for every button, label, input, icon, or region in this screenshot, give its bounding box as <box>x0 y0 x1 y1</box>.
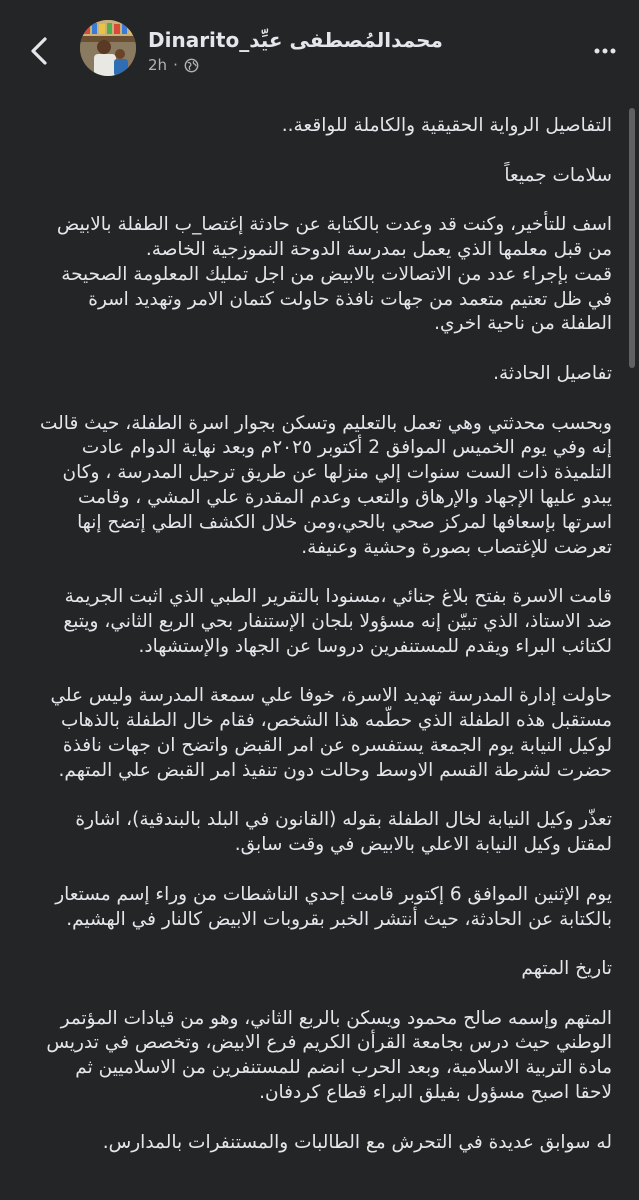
post-paragraph: سلامات جميعاً <box>504 164 612 186</box>
post-paragraph: تفاصيل الحادثة. <box>493 362 612 384</box>
more-dots-icon <box>594 48 616 54</box>
avatar-image <box>80 20 136 76</box>
scrollbar-thumb[interactable] <box>629 108 635 368</box>
post-header <box>0 0 639 105</box>
post-paragraph: قامت الاسرة بفتح بلاغ جنائي ،مسنودا بالتقرير الطبي الذي اثبت الجريمة ضد الاستاذ، الذي تبيّن إنه مسؤولا بلجان الإستنفار بحي الربع الثاني، ويتبع لكتائب البراء ويقدم للمستنفرين دروسا عن الجهاد والإستشهاد. <box>63 586 612 657</box>
post-paragraph: التفاصيل الرواية الحقيقية والكاملة للواقعة.. <box>281 115 612 136</box>
avatar[interactable] <box>80 20 136 76</box>
author-name[interactable]: محمدالمُصطفى عيِّد_Dinarito <box>148 28 443 52</box>
chevron-left-icon <box>28 36 50 66</box>
more-options-button[interactable] <box>590 36 620 66</box>
globe-icon <box>184 58 199 73</box>
post-paragraph: يوم الإثنين الموافق 6 إكتوبر قامت إحدي الناشطات من وراء إسم مستعار بالكتابة عن الحادثة، حيث أنتشر الخبر بقروبات الابيض كالنار في الهشيم. <box>55 883 612 930</box>
post-text <box>40 114 612 1180</box>
post-timestamp[interactable]: 2h <box>148 56 168 74</box>
post-paragraph: المتهم وإسمه صالح محمود ويسكن بالربع الثاني، وهو من قيادات المؤتمر الوطني حيث درس بجامعة القرأن الكريم فرع الابيض، وتخصص في تدريس مادة التربية الاسلامية، وبعد الحرب انضم للمستنفرين من الاسلاميين ثم لاحقا اصبح مسؤول بفيلق البراء قطاع كردفان. <box>46 1007 612 1104</box>
meta-separator: · <box>173 56 178 74</box>
post-paragraph: اسف للتأخير، وكنت قد وعدت بالكتابة عن حادثة إغتصا_ب الطفلة بالابيض من قبل معلمها الذي يعمل بمدرسة الدوحة النموزجية الخاصة. قمت بإجراء عدد من الاتصالات بالابيض من اجل تمليك المعلومة الصحيحة في ظل تعتيم متعمد من جهات نافذة حاولت كتمان الامر وتهديد اسرة الطفلة من ناحية اخري. <box>56 214 612 335</box>
post-paragraph: وبحسب محدثتي وهي تعمل بالتعليم وتسكن بجوار اسرة الطفلة، حيث قالت إنه وفي يوم الخميس الموافق 2 أكتوبر ٢٠٢٥م وبعد نهاية الدوام عادت التلميذة ذات الست سنوات إلي منزلها عن طريق ترحيل المدرسة ، وكان يبدو عليها الإجهاد والإرهاق والتعب وعدم المقدرة علي المشي ، وقامت اسرتها بإسعافها لمركز صحي بالحي،ومن خلال الكشف الطي إتضح إنها تعرضت للإغتصاب بصورة وحشية وعنيفة. <box>40 412 612 558</box>
back-button[interactable] <box>22 34 56 68</box>
post-paragraph: تاريخ المتهم <box>521 958 612 980</box>
post-meta <box>148 56 199 74</box>
post-paragraph: له سوابق عديدة في التحرش مع الطالبات والمستنفرات بالمدارس. <box>102 1131 612 1153</box>
post-paragraph: حاولت إدارة المدرسة تهديد الاسرة، خوفا علي سمعة المدرسة وليس علي مستقبل هذه الطفلة الذي حطّمه هذا الشخص، فقام خال الطفلة بالذهاب لوكيل النيابة يوم الجمعة يستفسره عن امر القبض واتضح ان جهات نافذة حضرت لشرطة القسم الاوسط وحالت دون تنفيذ امر القبض علي المتهم. <box>50 685 612 781</box>
post-paragraph: تعذّر وكيل النيابة لخال الطفلة بقوله (القانون في البلد بالبندقية)، اشارة لمقتل وكيل النيابة الاعلي بالابيض في وقت سابق. <box>75 809 612 856</box>
